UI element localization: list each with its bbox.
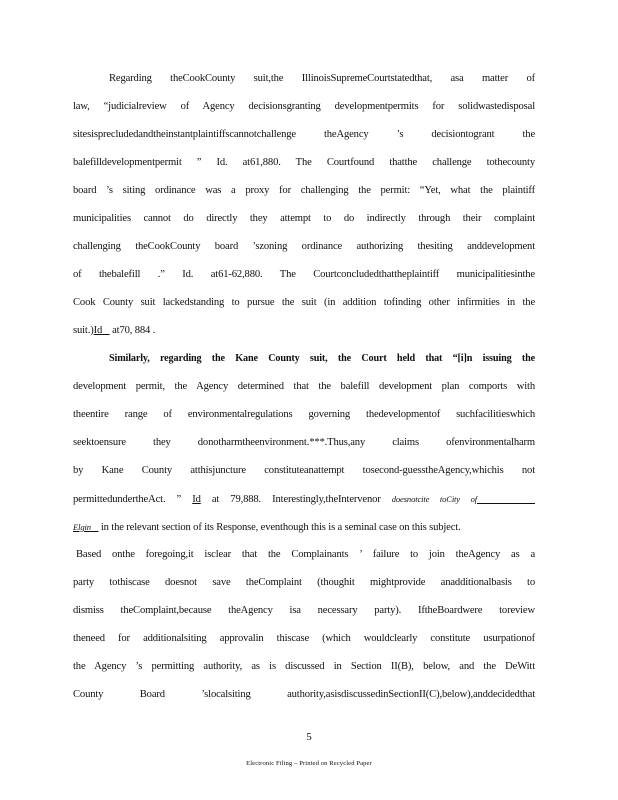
body-line: theneed for additionalsiting approvalin thiscase (which wouldclearly constitute usurpationof (73, 633, 535, 644)
suit-text: suit.) (73, 325, 94, 336)
elgin-text: in the relevant section of its Response, eventhough this is a seminal case on this subject. (98, 522, 461, 533)
suit-cite: at70, 884 . (109, 325, 156, 336)
body-line: dismiss theComplaint,because theAgency isa necessary party). IftheBoardwere toreview (73, 605, 535, 616)
body-line: theentire range of environmentalregulations governing thedevelopmentof suchfacilitieswhich (73, 409, 535, 420)
body-line: law, “judicialreview of Agency decisionsgranting developmentpermits for solidwastedisposal (73, 101, 535, 112)
body-line: Based onthe foregoing,it isclear that the Complainants ’ failure to join theAgency as a (76, 549, 535, 560)
body-line: sitesisprecludedandtheinstantplaintiffscannotchallenge theAgency ’s decisiontogrant the (73, 129, 535, 140)
body-line: challenging theCookCounty board ’szoning ordinance authorizing thesiting anddevelopment (73, 241, 535, 252)
body-line: seektoensure they donotharmtheenvironment.***.Thus,any claims ofenvironmentalharm (73, 437, 535, 448)
body-line: the Agency ’s permitting authority, as is discussed in Section II(B), below, and the DeWitt (73, 661, 535, 672)
case-name-elgin: Elgin (73, 522, 91, 532)
body-line-act (73, 492, 535, 507)
body-line: of thebalefill .” Id. at61-62,880. The Courtconcludedthattheplaintiff municipalitiesinthe (73, 269, 535, 280)
body-line: municipalities cannot do directly they attempt to do indirectly through their complaint (73, 213, 535, 224)
body-line: development permit, the Agency determined that the balefill development plan comports with (73, 381, 535, 392)
body-line: by Kane County atthisjuncture constituteanattempt tosecond-guesstheAgency,whichis not (73, 465, 535, 476)
body-line: Similarly, regarding the Kane County suit, the Court held that “[i]n issuing the (109, 353, 535, 364)
italic-citation: doesnotcite toCity of (391, 494, 477, 504)
body-line: County Board ’slocalsiting authority,asisdiscussedinSectionII(C),below),anddecidedthat (73, 689, 535, 700)
act-text: permittedundertheAct. ” (73, 494, 193, 505)
body-line-suit (73, 324, 535, 338)
body-line: board ’s siting ordinance was a proxy for challenging the permit: “Yet, what the plaintiff (73, 185, 535, 196)
footer-text: Electronic Filing – Printed on Recycled Paper (246, 760, 372, 767)
body-line-elgin (73, 520, 535, 535)
body-line: Cook County suit lackedstanding to pursue the suit (in addition tofinding other infirmities in the (73, 297, 535, 308)
act-cite: at 79,888. Interestingly,theIntervenor (200, 494, 392, 505)
body-line: party tothiscase doesnot save theComplaint (thoughit mightprovide anadditionalbasis to (73, 577, 535, 588)
body-line: Regarding theCookCounty suit,the IllinoisSupremeCourtstatedthat, asa matter of (109, 73, 535, 84)
id-citation: Id (192, 494, 201, 505)
id-citation: Id (93, 325, 103, 336)
body-line: balefilldevelopmentpermit ” Id. at61,880. The Courtfound thatthe challenge tothecounty (73, 157, 535, 168)
citation-blank (102, 325, 110, 336)
page-number: 5 (306, 731, 312, 743)
citation-blank (477, 494, 535, 505)
